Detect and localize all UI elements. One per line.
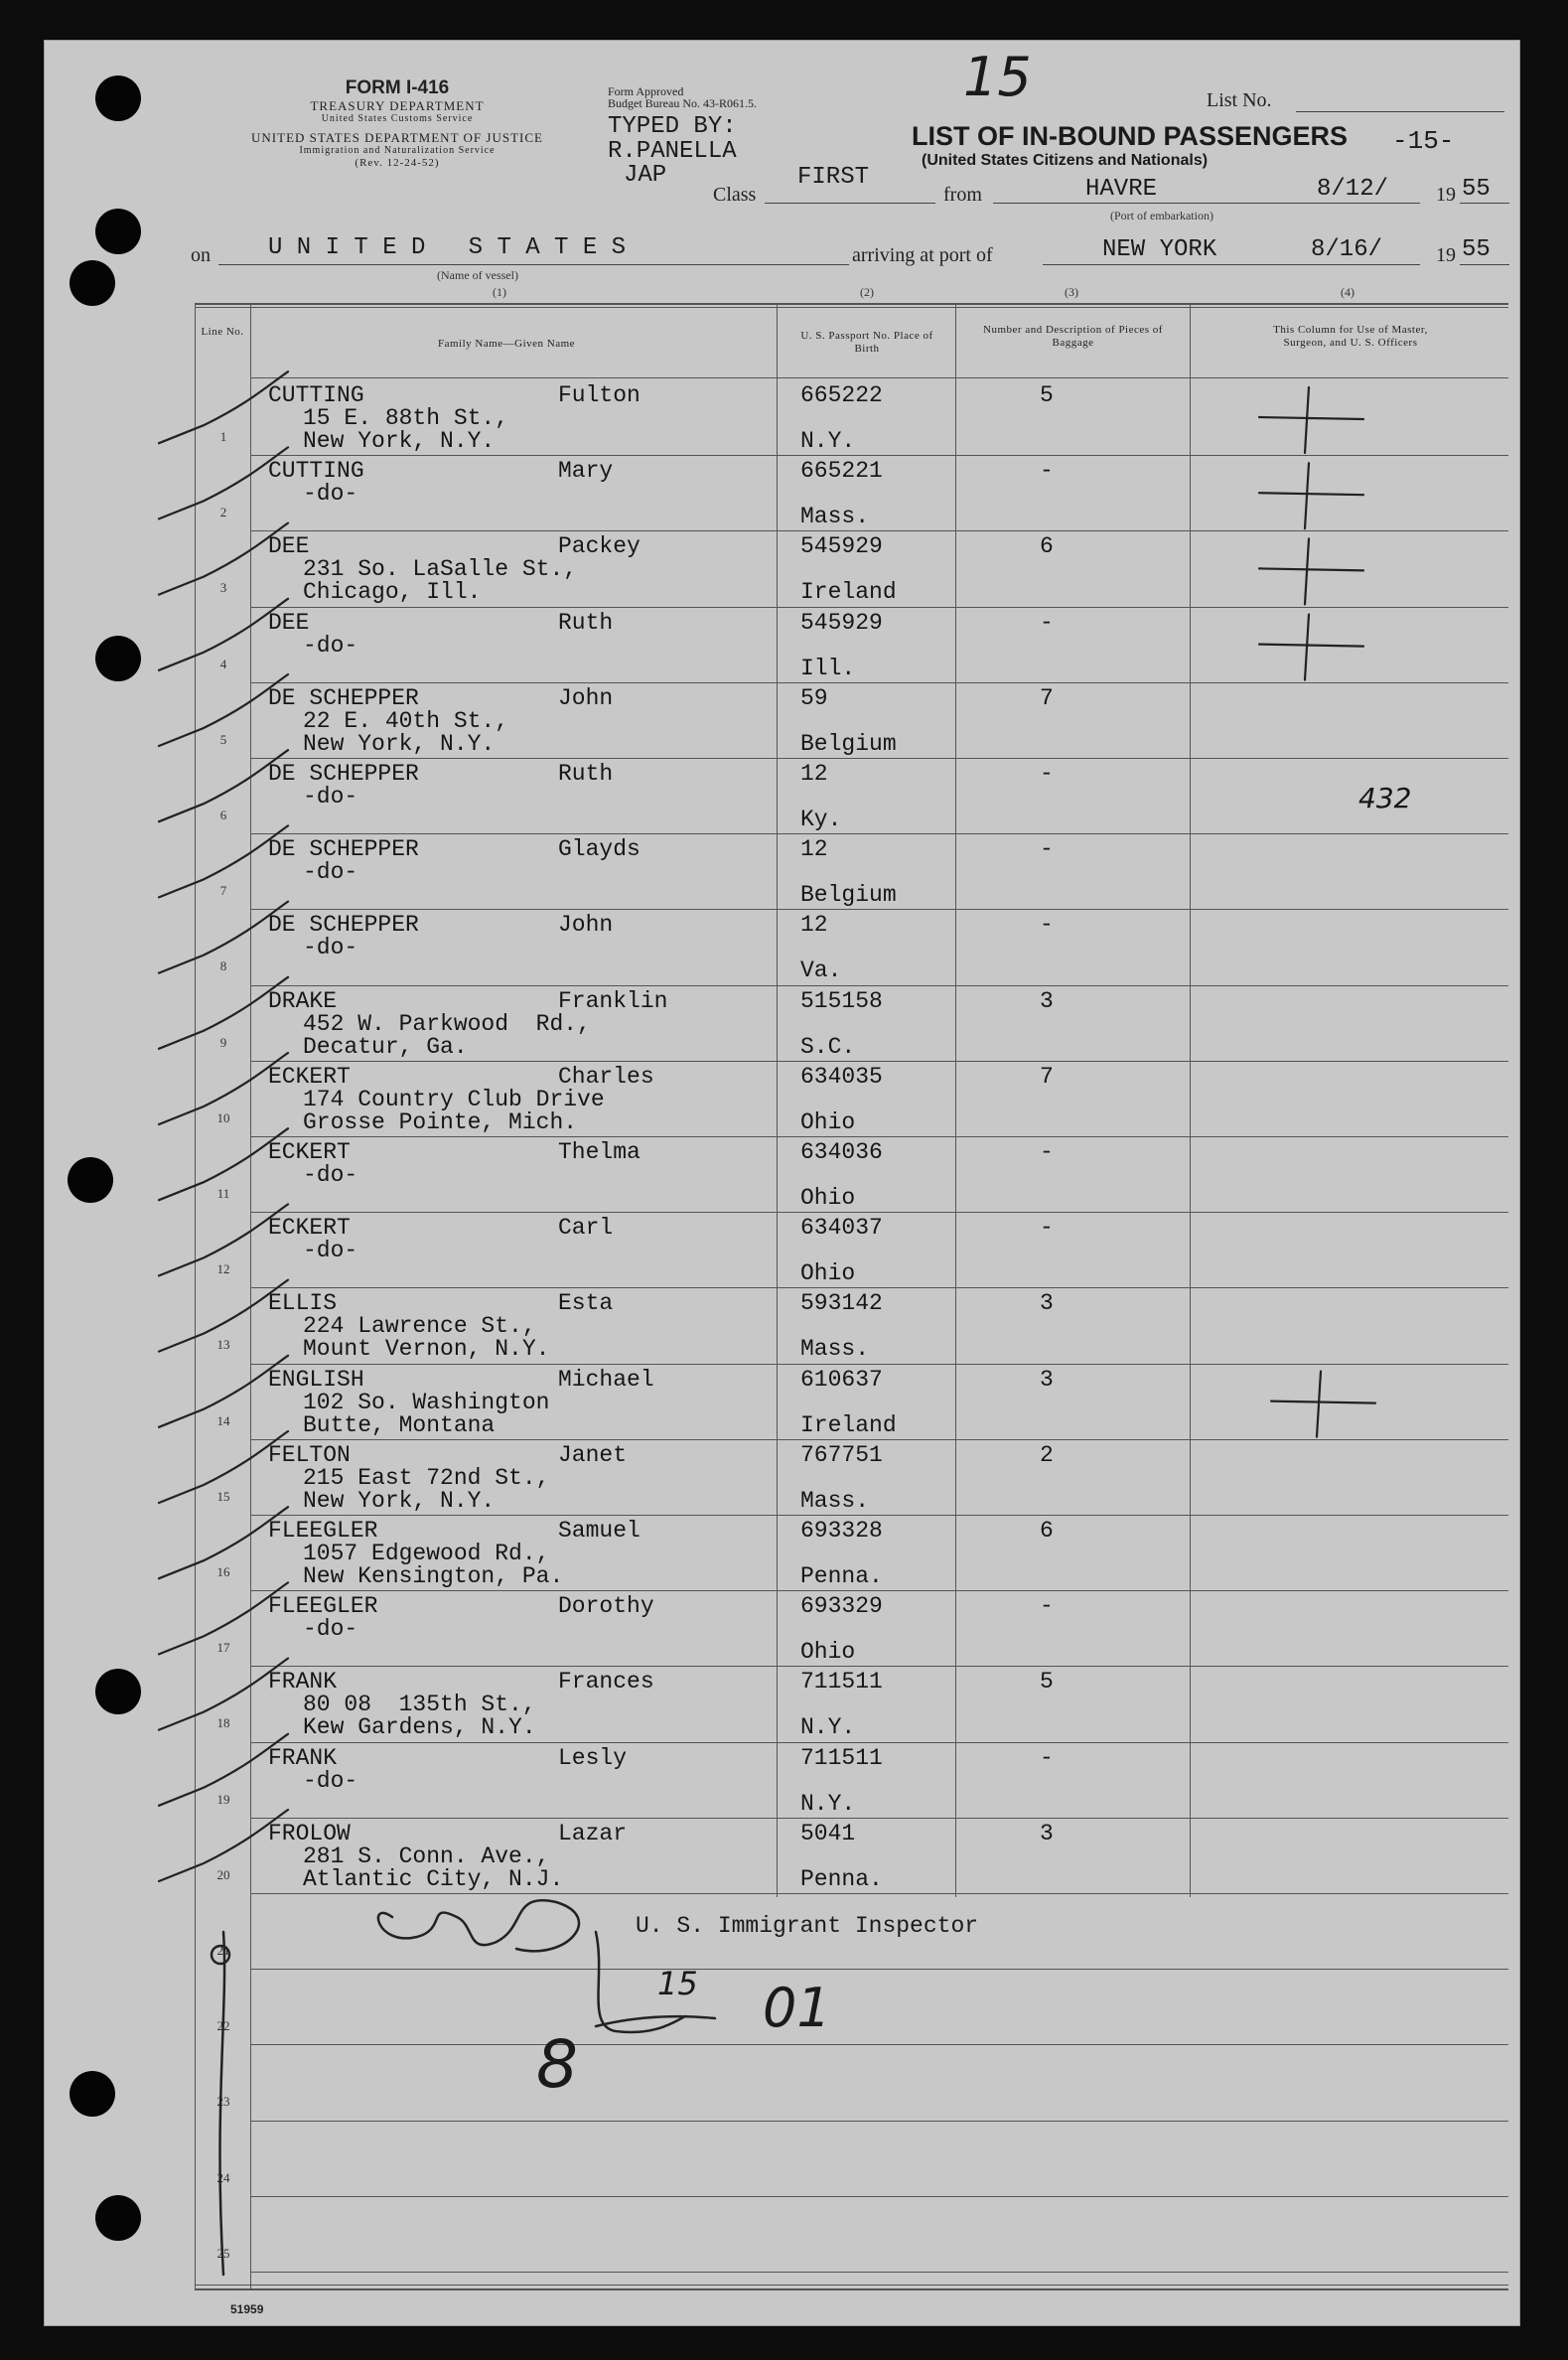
address-line-1: -do- bbox=[303, 1767, 358, 1794]
check-mark bbox=[159, 977, 288, 1049]
family-name: DE SCHEPPER bbox=[268, 684, 419, 711]
line-number: 11 bbox=[216, 1186, 230, 1201]
given-name: Carl bbox=[558, 1215, 614, 1242]
place-of-birth: Belgium bbox=[800, 730, 897, 757]
baggage-count: 2 bbox=[1040, 1441, 1054, 1468]
address-line-1: 15 E. 88th St., bbox=[303, 405, 509, 431]
check-mark bbox=[159, 1204, 288, 1275]
baggage-count: - bbox=[1040, 1744, 1054, 1771]
address-line-1: 80 08 135th St., bbox=[303, 1692, 536, 1718]
form-number: FORM I-416 bbox=[345, 77, 450, 98]
officer-cross-mark bbox=[1259, 538, 1363, 604]
line-number: 1 bbox=[219, 429, 227, 444]
address-line-1: 22 E. 40th St., bbox=[303, 707, 509, 734]
place-of-birth: Ill. bbox=[800, 655, 856, 681]
baggage-count: 3 bbox=[1040, 1290, 1054, 1317]
approval-1: Form Approved bbox=[608, 84, 684, 98]
place-of-birth: Penna. bbox=[800, 1563, 883, 1589]
col-header-passport: U. S. Passport No. Place of Birth bbox=[800, 330, 933, 355]
check-mark bbox=[159, 1280, 288, 1352]
family-name: CUTTING bbox=[268, 382, 364, 408]
given-name: John bbox=[558, 912, 614, 939]
family-name: DE SCHEPPER bbox=[268, 836, 419, 863]
typed-by-initials: JAP bbox=[624, 162, 667, 189]
embark-port: HAVRE bbox=[1085, 176, 1158, 203]
signature-stroke bbox=[596, 2016, 715, 2026]
given-name: John bbox=[558, 684, 614, 711]
line-number: 19 bbox=[216, 1791, 230, 1807]
typed-by-name: R.PANELLA bbox=[608, 138, 737, 165]
passport-number: 12 bbox=[800, 836, 828, 863]
given-name: Thelma bbox=[558, 1139, 641, 1165]
line-number: 15 bbox=[216, 1488, 230, 1504]
address-line-1: -do- bbox=[303, 935, 358, 961]
margin-ink-line bbox=[219, 1932, 224, 2275]
given-name: Ruth bbox=[558, 609, 614, 636]
baggage-count: 5 bbox=[1040, 1669, 1054, 1696]
address-line-2: New York, N.Y. bbox=[303, 1487, 496, 1514]
inspector-signature bbox=[378, 1900, 579, 1951]
place-of-birth: Ireland bbox=[800, 579, 897, 606]
line-number: 4 bbox=[219, 656, 227, 671]
family-name: ELLIS bbox=[268, 1290, 338, 1317]
given-name: Lazar bbox=[558, 1820, 628, 1846]
given-name: Janet bbox=[558, 1441, 628, 1468]
arriving-label: arriving at port of bbox=[852, 244, 993, 266]
col-header-name: Family Name—Given Name bbox=[437, 338, 576, 350]
place-of-birth: Ohio bbox=[800, 1260, 856, 1287]
given-name: Frances bbox=[558, 1669, 654, 1696]
address-line-2: Decatur, Ga. bbox=[303, 1033, 468, 1060]
address-line-1: -do- bbox=[303, 481, 358, 508]
arrival-year-prefix: 19 bbox=[1436, 244, 1456, 266]
passport-number: 634036 bbox=[800, 1139, 883, 1165]
passport-number: 12 bbox=[800, 761, 828, 787]
passport-number: 593142 bbox=[800, 1290, 883, 1317]
col-header-baggage: Number and Description of Pieces of Baggage bbox=[983, 324, 1163, 349]
officer-cross-mark bbox=[1259, 463, 1363, 528]
address-line-1: 231 So. LaSalle St., bbox=[303, 556, 578, 583]
check-mark bbox=[159, 371, 288, 443]
col-num-2: (2) bbox=[860, 285, 874, 299]
margin-circle bbox=[212, 1946, 229, 1964]
family-name: FRANK bbox=[268, 1669, 338, 1696]
officer-cross-mark bbox=[1259, 615, 1363, 680]
line-number: 23 bbox=[216, 2094, 230, 2110]
on-label: on bbox=[191, 244, 211, 266]
check-mark bbox=[159, 1128, 288, 1200]
place-of-birth: Ohio bbox=[800, 1185, 856, 1211]
address-line-1: -do- bbox=[303, 1616, 358, 1643]
approval-2: Budget Bureau No. 43-R061.5. bbox=[608, 96, 757, 110]
address-line-2: Grosse Pointe, Mich. bbox=[303, 1108, 578, 1135]
family-name: FLEEGLER bbox=[268, 1593, 378, 1620]
handwritten-date-left: 8 bbox=[536, 2026, 578, 2103]
place-of-birth: Ohio bbox=[800, 1108, 856, 1135]
baggage-count: 7 bbox=[1040, 684, 1054, 711]
family-name: DRAKE bbox=[268, 987, 338, 1014]
arrival-year: 55 bbox=[1462, 236, 1491, 263]
given-name: Samuel bbox=[558, 1518, 641, 1544]
check-mark bbox=[159, 1810, 288, 1881]
line-number: 24 bbox=[216, 2169, 230, 2185]
page-marker: -15- bbox=[1392, 126, 1455, 156]
place-of-birth: Mass. bbox=[800, 1336, 870, 1363]
address-line-2: Mount Vernon, N.Y. bbox=[303, 1336, 550, 1363]
address-line-2: New York, N.Y. bbox=[303, 730, 496, 757]
address-line-1: 215 East 72nd St., bbox=[303, 1464, 550, 1491]
check-mark bbox=[159, 1356, 288, 1427]
family-name: FELTON bbox=[268, 1441, 351, 1468]
line-number: 16 bbox=[216, 1564, 230, 1579]
col-num-4: (4) bbox=[1341, 285, 1354, 299]
col-header-line-no: Line No. bbox=[201, 326, 244, 338]
address-line-2: Atlantic City, N.J. bbox=[303, 1865, 564, 1892]
arrival-date: 8/16/ bbox=[1311, 236, 1383, 263]
given-name: Esta bbox=[558, 1290, 614, 1317]
baggage-count: 3 bbox=[1040, 987, 1054, 1014]
officer-note: 432 bbox=[1358, 782, 1412, 814]
check-mark bbox=[159, 902, 288, 973]
baggage-count: 7 bbox=[1040, 1063, 1054, 1090]
baggage-count: 6 bbox=[1040, 533, 1054, 560]
vessel-caption: (Name of vessel) bbox=[437, 268, 518, 282]
line-number: 17 bbox=[216, 1640, 230, 1656]
check-mark bbox=[159, 1659, 288, 1730]
place-of-birth: Ohio bbox=[800, 1639, 856, 1666]
check-mark bbox=[159, 825, 288, 897]
check-mark bbox=[159, 599, 288, 670]
passport-number: 12 bbox=[800, 912, 828, 939]
given-name: Fulton bbox=[558, 382, 641, 408]
check-mark bbox=[159, 1582, 288, 1654]
line-number: 25 bbox=[216, 2245, 230, 2261]
line-number: 12 bbox=[216, 1261, 230, 1277]
place-of-birth: N.Y. bbox=[800, 428, 856, 454]
family-name: ECKERT bbox=[268, 1063, 351, 1090]
address-line-2: New Kensington, Pa. bbox=[303, 1563, 564, 1589]
line-number: 13 bbox=[216, 1337, 230, 1353]
vessel-name: U N I T E D S T A T E S bbox=[268, 234, 627, 261]
address-line-1: 1057 Edgewood Rd., bbox=[303, 1541, 550, 1566]
family-name: DEE bbox=[268, 609, 310, 636]
address-line-1: 174 Country Club Drive bbox=[303, 1086, 605, 1112]
col-num-3: (3) bbox=[1065, 285, 1078, 299]
address-line-1: 452 W. Parkwood Rd., bbox=[303, 1010, 591, 1037]
passport-number: 634037 bbox=[800, 1215, 883, 1242]
family-name: CUTTING bbox=[268, 458, 364, 485]
address-line-1: -do- bbox=[303, 632, 358, 659]
passport-number: 545929 bbox=[800, 609, 883, 636]
baggage-count: - bbox=[1040, 1215, 1054, 1242]
col-num-1: (1) bbox=[493, 285, 506, 299]
line-number: 14 bbox=[216, 1412, 230, 1428]
inspector-label: U. S. Immigrant Inspector bbox=[636, 1913, 979, 1939]
family-name: FRANK bbox=[268, 1744, 338, 1771]
place-of-birth: Mass. bbox=[800, 504, 870, 530]
class-value: FIRST bbox=[797, 164, 870, 191]
list-no-label: List No. bbox=[1207, 89, 1272, 111]
officer-cross-mark bbox=[1271, 1372, 1375, 1437]
given-name: Michael bbox=[558, 1366, 654, 1393]
line-number: 18 bbox=[216, 1715, 230, 1731]
check-mark bbox=[159, 1431, 288, 1503]
given-name: Mary bbox=[558, 458, 614, 485]
baggage-count: - bbox=[1040, 1139, 1054, 1165]
address-line-1: 102 So. Washington bbox=[303, 1389, 550, 1415]
given-name: Dorothy bbox=[558, 1593, 654, 1620]
check-mark bbox=[159, 674, 288, 746]
from-label: from bbox=[943, 184, 982, 206]
passport-number: 693329 bbox=[800, 1593, 883, 1620]
line-number: 5 bbox=[219, 731, 227, 747]
address-line-1: -do- bbox=[303, 1162, 358, 1188]
family-name: DEE bbox=[268, 533, 310, 560]
col-header-officers: This Column for Use of Master, Surgeon, and U. S. Officers bbox=[1273, 324, 1428, 349]
place-of-birth: S.C. bbox=[800, 1033, 856, 1060]
passport-number: 610637 bbox=[800, 1366, 883, 1393]
handwritten-date-top: 15 bbox=[657, 1965, 698, 2002]
place-of-birth: Ireland bbox=[800, 1411, 897, 1438]
place-of-birth: Ky. bbox=[800, 807, 842, 832]
line-number: 7 bbox=[219, 883, 227, 899]
line-number: 10 bbox=[216, 1109, 230, 1125]
family-name: ECKERT bbox=[268, 1139, 351, 1165]
handwritten-date-right: 01 bbox=[763, 1977, 831, 2039]
form-code: 51959 bbox=[230, 2302, 264, 2316]
check-mark bbox=[159, 750, 288, 821]
passport-number: 665221 bbox=[800, 458, 883, 485]
passport-number: 634035 bbox=[800, 1063, 883, 1090]
address-line-1: -do- bbox=[303, 784, 358, 810]
check-mark bbox=[159, 447, 288, 518]
place-of-birth: Penna. bbox=[800, 1865, 883, 1892]
baggage-count: 6 bbox=[1040, 1518, 1054, 1544]
check-mark bbox=[159, 1053, 288, 1124]
place-of-birth: N.Y. bbox=[800, 1790, 856, 1817]
address-line-2: Chicago, Ill. bbox=[303, 579, 482, 606]
passport-number: 515158 bbox=[800, 987, 883, 1014]
place-of-birth: Va. bbox=[800, 958, 842, 984]
family-name: DE SCHEPPER bbox=[268, 761, 419, 787]
address-line-2: Kew Gardens, N.Y. bbox=[303, 1714, 536, 1741]
place-of-birth: N.Y. bbox=[800, 1714, 856, 1741]
baggage-count: 3 bbox=[1040, 1820, 1054, 1846]
line-number: 6 bbox=[219, 808, 227, 822]
page-subtitle: (United States Citizens and Nationals) bbox=[922, 152, 1209, 169]
page-title: LIST OF IN-BOUND PASSENGERS bbox=[912, 121, 1349, 151]
handwritten-page-number: 15 bbox=[963, 46, 1032, 108]
baggage-count: - bbox=[1040, 458, 1054, 485]
arrival-port: NEW YORK bbox=[1102, 236, 1217, 263]
passport-number: 665222 bbox=[800, 382, 883, 408]
revision: (Rev. 12-24-52) bbox=[355, 157, 440, 169]
address-line-2: Butte, Montana bbox=[303, 1411, 496, 1438]
family-name: FLEEGLER bbox=[268, 1518, 378, 1544]
baggage-count: 3 bbox=[1040, 1366, 1054, 1393]
passport-number: 545929 bbox=[800, 533, 883, 560]
embark-date: 8/12/ bbox=[1317, 176, 1389, 203]
line-number: 9 bbox=[219, 1034, 227, 1050]
embark-year: 55 bbox=[1462, 176, 1491, 203]
embark-year-prefix: 19 bbox=[1436, 184, 1456, 206]
check-mark bbox=[159, 523, 288, 595]
officer-cross-mark bbox=[1259, 387, 1363, 453]
dept-2: UNITED STATES DEPARTMENT OF JUSTICE bbox=[251, 130, 543, 145]
place-of-birth: Belgium bbox=[800, 882, 897, 909]
baggage-count: 5 bbox=[1040, 382, 1054, 408]
given-name: Ruth bbox=[558, 761, 614, 787]
line-number: 8 bbox=[219, 959, 227, 974]
address-line-1: 224 Lawrence St., bbox=[303, 1313, 536, 1340]
line-number: 22 bbox=[216, 2018, 230, 2034]
check-mark bbox=[159, 1734, 288, 1806]
line-number: 2 bbox=[219, 505, 227, 520]
line-number: 21 bbox=[216, 1943, 230, 1958]
family-name: FROLOW bbox=[268, 1820, 351, 1846]
passport-number: 59 bbox=[800, 684, 828, 711]
port-caption: (Port of embarkation) bbox=[1110, 209, 1213, 222]
baggage-count: - bbox=[1040, 1593, 1054, 1620]
baggage-count: - bbox=[1040, 761, 1054, 787]
passport-number: 693328 bbox=[800, 1518, 883, 1544]
dept-1: TREASURY DEPARTMENT bbox=[310, 98, 485, 113]
family-name: DE SCHEPPER bbox=[268, 912, 419, 939]
line-number: 20 bbox=[216, 1866, 230, 1882]
class-label: Class bbox=[713, 184, 757, 206]
address-line-1: -do- bbox=[303, 859, 358, 886]
address-line-2: New York, N.Y. bbox=[303, 428, 496, 454]
dept-1-sub: United States Customs Service bbox=[321, 113, 474, 124]
given-name: Charles bbox=[558, 1063, 654, 1090]
baggage-count: - bbox=[1040, 836, 1054, 863]
passport-number: 767751 bbox=[800, 1441, 883, 1468]
given-name: Franklin bbox=[558, 987, 668, 1014]
dept-2-sub: Immigration and Naturalization Service bbox=[299, 145, 496, 156]
address-line-1: 281 S. Conn. Ave., bbox=[303, 1843, 550, 1869]
passport-number: 5041 bbox=[800, 1820, 856, 1846]
family-name: ENGLISH bbox=[268, 1366, 364, 1393]
passport-number: 711511 bbox=[800, 1669, 883, 1696]
baggage-count: - bbox=[1040, 912, 1054, 939]
typed-by-label: TYPED BY: bbox=[608, 113, 737, 140]
passport-number: 711511 bbox=[800, 1744, 883, 1771]
given-name: Glayds bbox=[558, 836, 641, 863]
check-mark bbox=[159, 1507, 288, 1578]
address-line-1: -do- bbox=[303, 1238, 358, 1264]
baggage-count: - bbox=[1040, 609, 1054, 636]
family-name: ECKERT bbox=[268, 1215, 351, 1242]
given-name: Lesly bbox=[558, 1744, 628, 1771]
place-of-birth: Mass. bbox=[800, 1487, 870, 1514]
given-name: Packey bbox=[558, 533, 641, 560]
line-number: 3 bbox=[219, 580, 227, 596]
